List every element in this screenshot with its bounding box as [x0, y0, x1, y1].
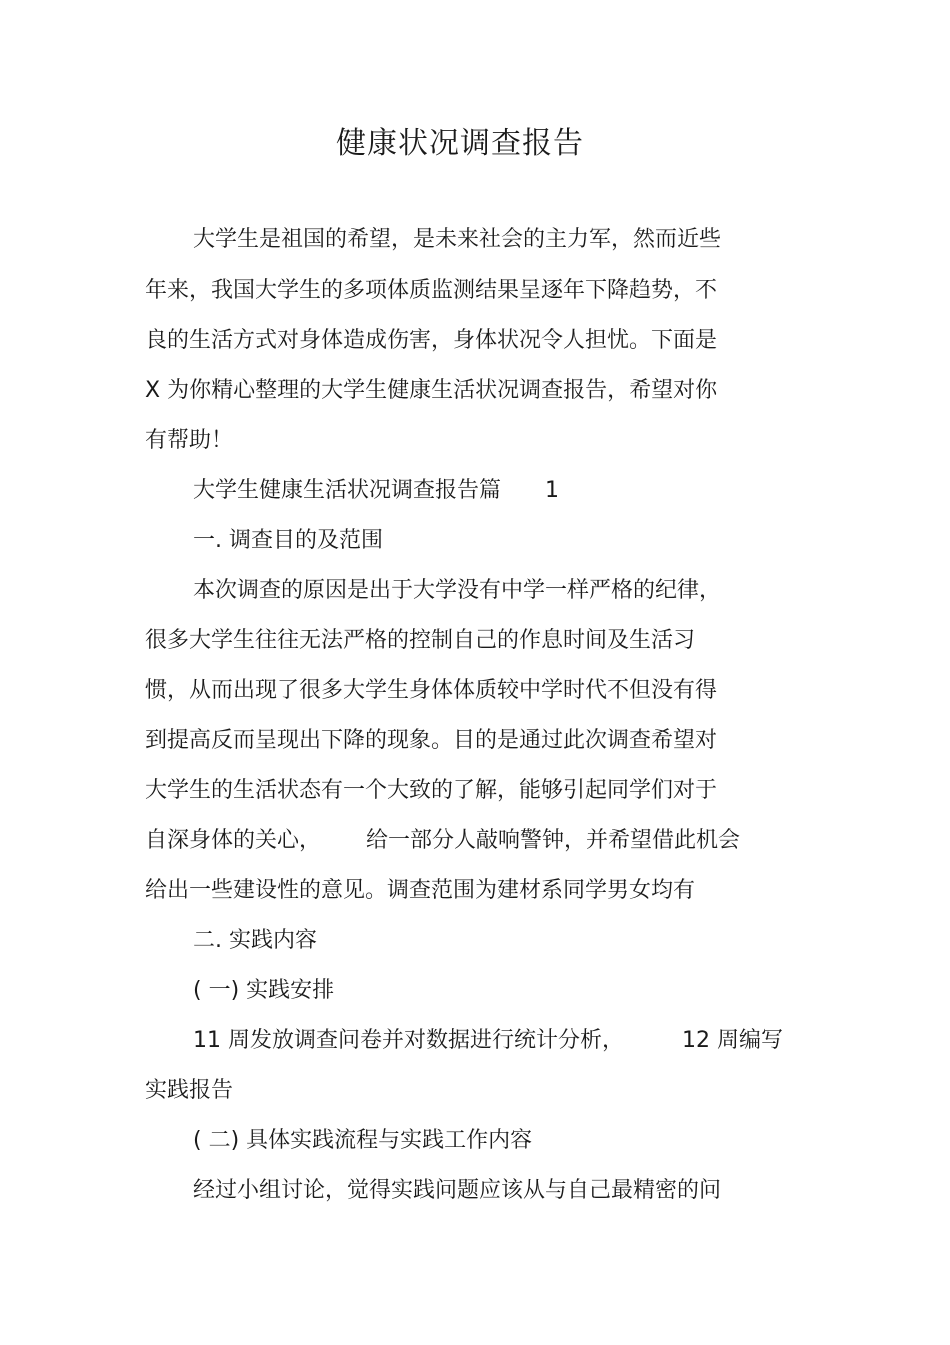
paragraph-line-part: 12 周编写 [682, 1028, 783, 1053]
paragraph-line-part: 给一部分人敲响警钟，并希望借此机会 [366, 828, 741, 853]
paragraph-line: 有帮助！ [145, 428, 234, 453]
paragraph-line: 良的生活方式对身体造成伤害，身体状况令人担忧。下面是 [145, 328, 718, 353]
paragraph-line: 大学生的生活状态有一个大致的了解，能够引起同学们对于 [145, 778, 718, 803]
paragraph-line: 惯，从而出现了很多大学生身体体质较中学时代不但没有得 [145, 678, 718, 703]
section-number: 1 [545, 478, 560, 503]
paragraph-line: 大学生是祖国的希望，是未来社会的主力军，然而近些 [193, 227, 722, 252]
paragraph-line: X 为你精心整理的大学生健康生活状况调查报告，希望对你 [145, 378, 718, 403]
paragraph-line: 给出一些建设性的意见。调查范围为建材系同学男女均有 [145, 878, 696, 903]
subsection-heading: ( 二) 具体实践流程与实践工作内容 [193, 1128, 533, 1153]
paragraph-line: 本次调查的原因是出于大学没有中学一样严格的纪律， [193, 578, 722, 603]
paragraph-line: 到提高反而呈现出下降的现象。目的是通过此次调查希望对 [145, 728, 718, 753]
paragraph-line: 经过小组讨论，觉得实践问题应该从与自己最精密的问 [193, 1178, 722, 1203]
document-title: 健康状况调查报告 [336, 126, 584, 161]
paragraph-line-part: 11 周发放调查问卷并对数据进行统计分析， [193, 1028, 624, 1053]
section-heading: 二. 实践内容 [193, 928, 317, 953]
paragraph-line: 实践报告 [145, 1078, 234, 1103]
paragraph-line: 年来，我国大学生的多项体质监测结果呈逐年下降趋势，不 [145, 278, 718, 303]
paragraph-line [193, 1021, 783, 1061]
paragraph-line [145, 821, 740, 861]
section-heading-line [193, 471, 559, 511]
paragraph-line-part: 自深身体的关心， [145, 828, 322, 853]
section-heading-text: 大学生健康生活状况调查报告篇 [193, 478, 502, 503]
subsection-heading: ( 一) 实践安排 [193, 978, 335, 1003]
paragraph-line: 很多大学生往往无法严格的控制自己的作息时间及生活习 [145, 628, 696, 653]
section-heading: 一. 调查目的及范围 [193, 528, 383, 553]
